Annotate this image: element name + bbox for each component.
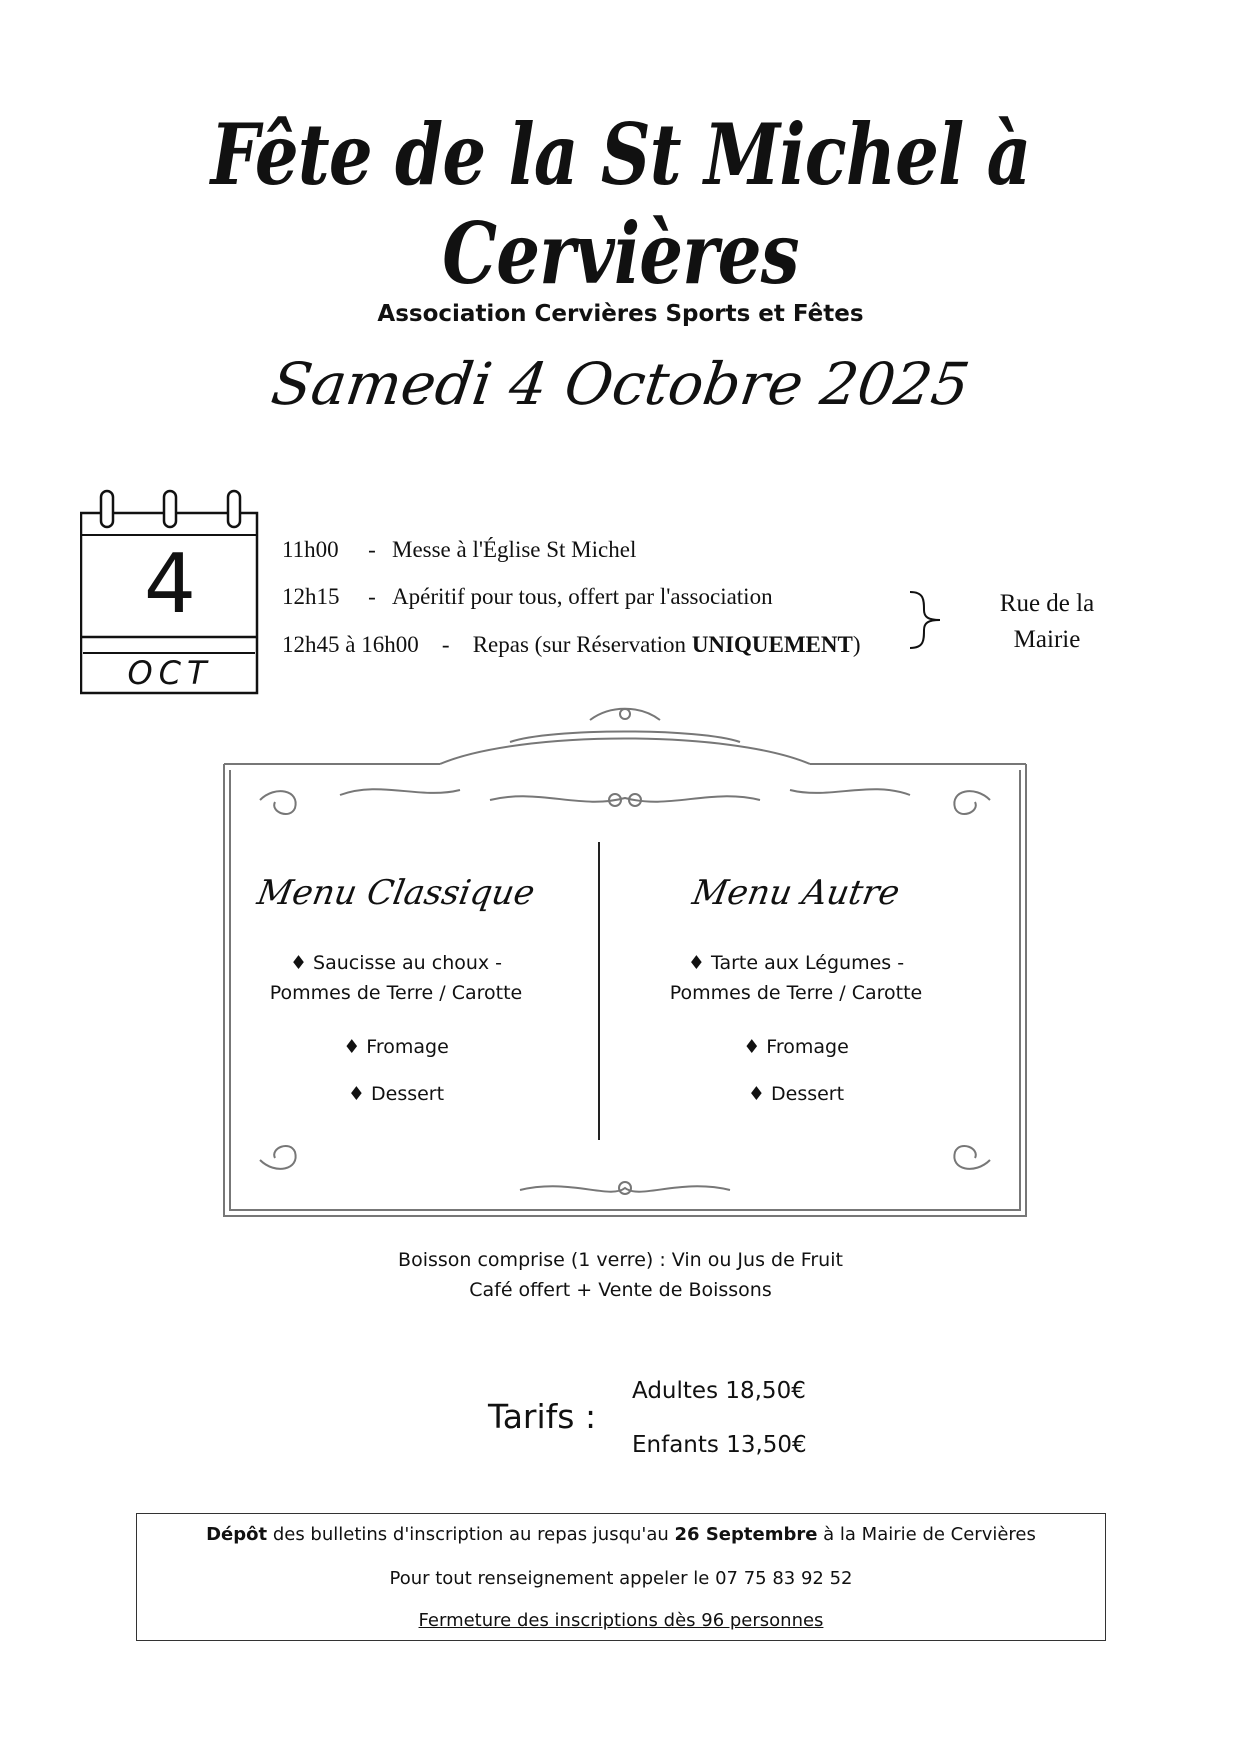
deposit-bold: Dépôt [206,1524,268,1545]
deposit-date: 26 Septembre [674,1524,818,1545]
program-time: 12h15 [282,584,340,609]
menu-classique-title: Menu Classique [254,873,538,913]
calendar-day: 4 [143,537,197,632]
menu-item-line: ♦ Saucisse au choux - [289,952,503,974]
program-time: 12h45 à 16h00 [282,632,419,657]
drinks-info [0,1245,1241,1305]
deposit-line [137,1524,1105,1545]
program-text: Repas (sur Réservation [472,632,692,657]
drinks-line: Boisson comprise (1 verre) : Vin ou Jus de Fruit [398,1249,843,1271]
program-separator: - [368,537,376,562]
location [972,586,1122,658]
program-row [282,584,773,610]
program-time: 11h00 [282,537,339,562]
menu-item: ♦ Fromage [343,1036,449,1058]
phone-line: Pour tout renseignement appeler le 07 75 83 92 52 [389,1568,853,1589]
program-row [282,537,636,563]
deposit-end: à la Mairie de Cervières [817,1524,1036,1545]
program-row [282,632,861,658]
program-separator: - [441,632,450,657]
closing-line: Fermeture des inscriptions dès 96 personnes [418,1610,824,1631]
program-separator: - [368,584,376,609]
menu-item-line: Pommes de Terre / Carotte [669,982,923,1004]
menu-item: ♦ Dessert [747,1083,845,1105]
calendar-icon [80,487,260,695]
association-name: Association Cervières Sports et Fêtes [377,301,864,327]
program-text: Messe à l'Église St Michel [392,537,637,562]
event-date: Samedi 4 Octobre 2025 [267,350,974,418]
location-line: Rue de la [999,590,1095,617]
menu-autre-title: Menu Autre [689,873,903,913]
brace-icon [906,590,946,655]
page-title: Fête de la St Michel à Cervières [210,105,1031,303]
registration-info [136,1513,1106,1641]
menu-item-line: ♦ Tarte aux Légumes - [687,952,905,974]
price-children: Enfants 13,50€ [632,1432,807,1458]
calendar-month: OCT [127,654,213,692]
program-text: Apéritif pour tous, offert par l'association [392,584,773,609]
menu-item: ♦ Fromage [743,1036,849,1058]
location-line: Mairie [1013,626,1081,653]
menu-item [196,948,596,1008]
prices-label: Tarifs : [488,1397,597,1436]
price-adults: Adultes 18,50€ [632,1378,806,1404]
drinks-line: Café offert + Vente de Boissons [469,1279,772,1301]
program-text-end: ) [852,632,861,657]
menu-item [596,948,996,1008]
program-text-bold: UNIQUEMENT [691,632,853,657]
menu-item: ♦ Dessert [347,1083,445,1105]
deposit-text: des bulletins d'inscription au repas jusqu'au [267,1524,675,1545]
menu-item-line: Pommes de Terre / Carotte [269,982,523,1004]
